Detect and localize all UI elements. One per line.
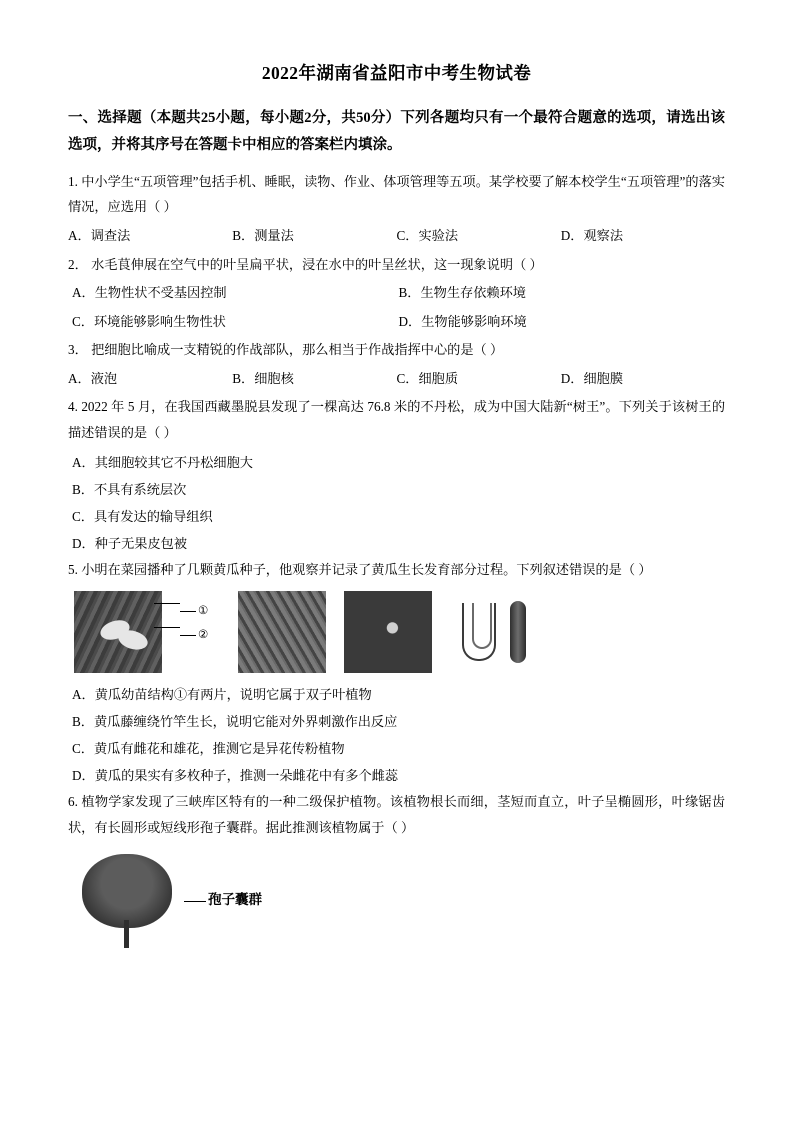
option-a[interactable]: A．生物性状不受基因控制 <box>72 285 227 301</box>
callout-2: ② <box>180 627 208 641</box>
option-b[interactable]: B．测量法 <box>232 228 294 244</box>
question-2-options-row1 <box>68 280 725 306</box>
page-title: 2022年湖南省益阳市中考生物试卷 <box>261 63 532 83</box>
question-4 <box>68 394 725 445</box>
question-6-number: 6. <box>68 793 78 809</box>
option-b[interactable]: B．不具有系统层次 <box>72 481 187 497</box>
question-6-stem: 植物学家发现了三峡库区特有的一种二级保护植物。该植物根长而细，茎短而直立，叶子呈椭圆形，叶缘锯齿状，有长圆形或短线形孢子囊群。据此推测该植物属于（ ） <box>68 793 726 835</box>
question-2-number: 2． <box>68 256 88 272</box>
question-1-number: 1. <box>68 173 78 189</box>
option-c[interactable]: C．实验法 <box>396 228 459 244</box>
option-d[interactable]: D．黄瓜的果实有多枚种子，推测一朵雌花中有多个雌蕊 <box>72 767 399 783</box>
question-2-options-row2 <box>68 309 725 335</box>
question-1-stem: 中小学生“五项管理”包括手机、睡眠，读物、作业、体项管理等五项。某学校要了解本校学生“五项管理”的落实情况，应选用（ ） <box>68 173 725 215</box>
fern-photo <box>74 848 182 948</box>
question-2-stem: 水毛茛伸展在空气中的叶呈扁平状，浸在水中的叶呈丝状，这一现象说明（ ） <box>91 256 543 272</box>
seedling-photo <box>74 591 162 673</box>
question-3 <box>68 337 725 363</box>
option-a[interactable]: A．黄瓜幼苗结构①有两片，说明它属于双子叶植物 <box>72 686 372 702</box>
question-5-figure <box>74 591 725 673</box>
question-5 <box>68 557 725 583</box>
option-a[interactable]: A．其细胞较其它不丹松细胞大 <box>72 454 253 470</box>
question-3-options <box>68 366 725 392</box>
fruit-photo <box>450 591 538 673</box>
flower-photo <box>344 591 432 673</box>
question-5-stem: 小明在菜园播种了几颗黄瓜种子，他观察并记录了黄瓜生长发育部分过程。下列叙述错误的是（ ） <box>81 561 652 577</box>
callout-1: ① <box>180 603 208 617</box>
option-d[interactable]: D．细胞膜 <box>560 370 624 386</box>
option-c[interactable]: C．具有发达的输导组织 <box>72 508 213 524</box>
vine-photo <box>238 591 326 673</box>
option-a[interactable]: A．调查法 <box>68 228 131 244</box>
option-d[interactable]: D．生物能够影响环境 <box>398 313 527 329</box>
option-c[interactable]: C．细胞质 <box>396 370 459 386</box>
question-4-stem: 2022 年 5 月，在我国西藏墨脱县发现了一棵高达 76.8 米的不丹松，成为中国大陆新“树王”。下列关于该树王的描述错误的是（ ） <box>68 399 726 440</box>
sporangium-label-wrap <box>184 888 262 908</box>
option-c[interactable]: C．黄瓜有雌花和雄花，推测它是异花传粉植物 <box>72 740 345 756</box>
sporangium-label: 孢子囊群 <box>208 892 262 908</box>
option-d[interactable]: D．种子无果皮包被 <box>72 535 188 551</box>
question-4-number: 4. <box>68 399 78 415</box>
option-b[interactable]: B．细胞核 <box>232 370 294 386</box>
option-b[interactable]: B．黄瓜藤缠绕竹竿生长，说明它能对外界刺激作出反应 <box>72 713 398 729</box>
question-5-number: 5. <box>68 561 78 577</box>
question-3-number: 3． <box>68 342 88 358</box>
question-6-figure <box>74 848 725 948</box>
question-6 <box>68 789 725 840</box>
question-1-options <box>68 223 725 249</box>
option-d[interactable]: D．观察法 <box>560 228 624 244</box>
option-a[interactable]: A．液泡 <box>68 370 118 386</box>
question-1 <box>68 169 725 220</box>
question-5-callouts <box>180 591 220 673</box>
question-4-options <box>68 449 725 557</box>
question-3-stem: 把细胞比喻成一支精锐的作战部队，那么相当于作战指挥中心的是（ ） <box>91 342 504 358</box>
option-c[interactable]: C．环境能够影响生物性状 <box>72 313 226 329</box>
question-2 <box>68 252 725 278</box>
option-b[interactable]: B．生物生存依赖环境 <box>398 285 526 301</box>
section-heading: 一、选择题（本题共25小题，每小题2分，共50分）下列各题均只有一个最符合题意的选项，请选出该选项，并将其序号在答题卡中相应的答案栏内填涂。 <box>68 110 725 153</box>
question-5-options <box>68 681 725 789</box>
